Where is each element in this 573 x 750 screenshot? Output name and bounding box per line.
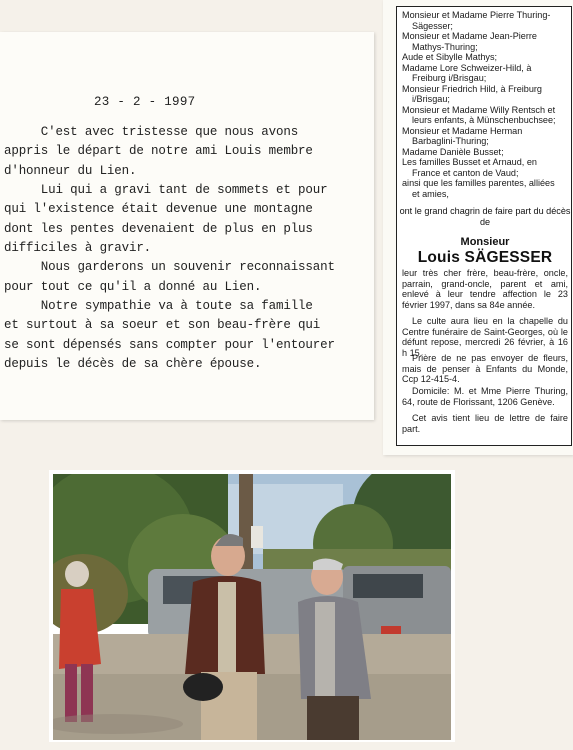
family-line: et amies, [412, 188, 449, 199]
family-line: Freiburg i/Brisgau; [412, 73, 487, 83]
closing-paragraph: Cet avis tient lieu de lettre de faire part. [402, 413, 568, 434]
letter-line: C'est avec tristesse que nous avons [4, 125, 299, 139]
letter-line: Notre sympathie va à toute sa famille [4, 299, 313, 313]
family-line: Madame Lore Schweizer-Hild, à [402, 62, 532, 73]
family-line: Les familles Busset et Arnaud, en [402, 157, 537, 167]
ceremony-paragraph: Le culte aura lieu en la chapelle du Centre funéraire de Saint-Georges, où le défunt repose, mercredi 26 février, à 16 h 15. [402, 316, 568, 358]
family-line: Monsieur Friedrich Hild, à Freiburg [402, 83, 542, 94]
family-line: Sägesser; [412, 20, 453, 31]
family-line: Madame Danièle Busset; [402, 146, 504, 157]
family-line: Monsieur et Madame Pierre Thuring- [402, 10, 551, 20]
letter-line: depuis le décès de sa chère épouse. [4, 357, 262, 371]
letter-line: se sont dépensés sans compter pour l'entourer [4, 338, 335, 352]
honorific: Monsieur [460, 236, 510, 248]
typed-letter [0, 32, 374, 420]
letter-line: dont les pentes devenaient de plus en plus [4, 222, 313, 236]
family-line: France et canton de Vaud; [412, 167, 519, 178]
letter-line: Lui qui a gravi tant de sommets et pour [4, 183, 328, 197]
letter-line: qui l'existence était devenue une montagne [4, 202, 313, 216]
family-line: Aude et Sibylle Mathys; [402, 52, 498, 62]
family-line: Mathys-Thuring; [412, 41, 478, 52]
family-line: ainsi que les familles parentes, alliées [402, 178, 555, 188]
family-line: Monsieur et Madame Herman [402, 125, 523, 136]
letter-line: Nous garderons un souvenir reconnaissant [4, 260, 335, 274]
letter-line: appris le départ de notre ami Louis membre [4, 144, 313, 158]
letter-line: et surtout à sa soeur et son beau-frère qui [4, 318, 321, 332]
family-line: i/Brisgau; [412, 94, 450, 104]
letter-line: d'honneur du Lien. [4, 164, 137, 178]
letter-date: 23 - 2 - 1997 [94, 95, 196, 109]
flowers-paragraph: Prière de ne pas envoyer de fleurs, mais de penser à Enfants du Monde, Ccp 12-415-4. [402, 353, 568, 384]
notice-body: leur très cher frère, beau-frère, oncle, parrain, grand-oncle, parent et ami, enlevé à leur tendre affection le 23 février 1997, dans sa 84e année. [402, 268, 568, 310]
family-line: Monsieur et Madame Willy Rentsch et [402, 104, 556, 115]
family-line: Barbaglini-Thuring; [412, 136, 489, 146]
obituary-frame [396, 6, 572, 446]
announcement: ont le grand chagrin de faire part du décès de [399, 206, 571, 227]
obituary-clipping [383, 0, 573, 455]
deceased-name: Louis SÄGESSER [417, 249, 553, 266]
letter-line: pour tout ce qu'il a donné au Lien. [4, 280, 262, 294]
domicile-paragraph: Domicile: M. et Mme Pierre Thuring, 64, route de Florissant, 1206 Genève. [402, 386, 568, 407]
letter-line: difficiles à gravir. [4, 241, 152, 255]
group-photograph [53, 474, 451, 740]
family-line: Monsieur et Madame Jean-Pierre [402, 31, 537, 41]
family-line: leurs enfants, à Münschenbuchsee; [412, 115, 556, 125]
